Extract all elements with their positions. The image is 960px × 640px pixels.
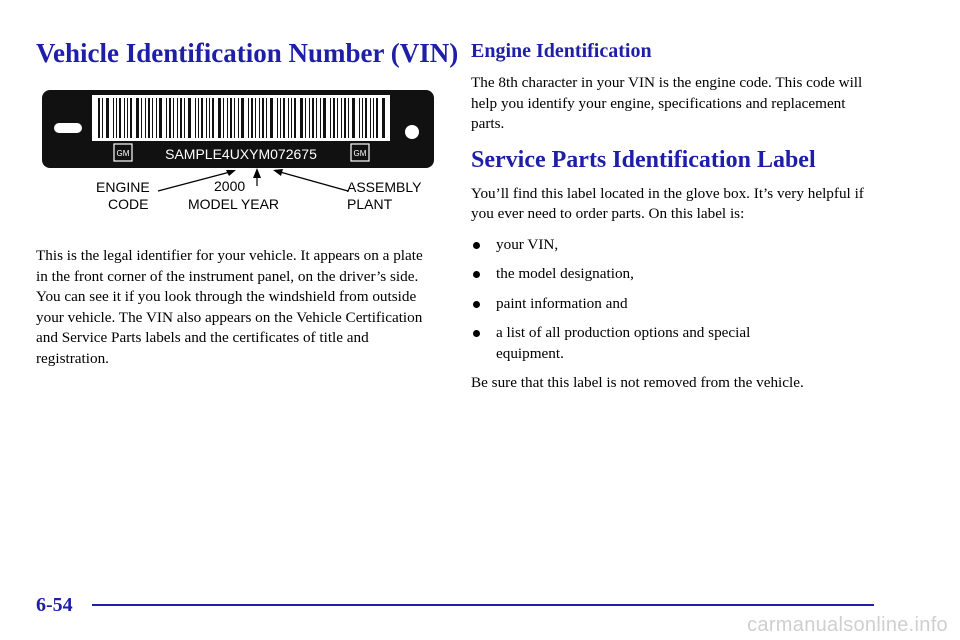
barcode-bar [201,98,203,138]
watermark: carmanualsonline.info [747,614,948,636]
barcode-bar [188,98,191,138]
barcode-bar [159,98,162,138]
barcode-bar [241,98,244,138]
barcode-bar [262,98,264,138]
label-engine-code: CODE [108,196,149,212]
barcode-bar [195,98,196,138]
barcode-icon [98,98,385,138]
barcode-bar [234,98,235,138]
service-parts-heading: Service Parts Identification Label [471,146,816,173]
barcode-bar [348,98,349,138]
barcode-bar [294,98,296,138]
bullet-icon [473,330,480,337]
barcode-bar [102,98,103,138]
bullet-icon [473,271,480,278]
barcode-bar [309,98,310,138]
barcode-bar [145,98,146,138]
bullet-icon [473,301,480,308]
barcode-bar [106,98,109,138]
barcode-bar [184,98,185,138]
barcode-bar [198,98,199,138]
barcode-bar [362,98,363,138]
list-item-text: the model designation, [496,265,634,282]
barcode-bar [166,98,167,138]
vin-plate-illustration [40,88,436,218]
barcode-bar [248,98,249,138]
barcode-bar [333,98,335,138]
barcode-bar [320,98,321,138]
barcode-bar [227,98,228,138]
barcode-bar [373,98,374,138]
barcode-bar [130,98,132,138]
label-assembly: ASSEMBLY [347,179,422,195]
barcode-bar [206,98,207,138]
barcode-bar [288,98,289,138]
barcode-bar [330,98,331,138]
barcode-bar [136,98,139,138]
list-item [471,294,871,315]
barcode-bar [223,98,224,138]
label-year: 2000 [214,178,246,194]
plate-hole-right [405,125,419,139]
gm-logo-right-text: GM [353,149,367,158]
plant-arrowhead [273,169,283,176]
service-parts-closing: Be sure that this label is not removed from the vehicle. [471,374,804,391]
vin-sample-text: SAMPLE4UXYM072675 [165,146,317,162]
barcode-bar [283,98,285,138]
label-model-year: MODEL YEAR [188,196,280,212]
barcode-bar [352,98,355,138]
barcode-bar [382,98,385,138]
label-engine: ENGINE [96,179,150,195]
barcode-bar [127,98,128,138]
barcode-bar [270,98,273,138]
barcode-bar [212,98,214,138]
barcode-bar [148,98,150,138]
barcode-bar [365,98,367,138]
barcode-bar [116,98,117,138]
barcode-bar [141,98,142,138]
barcode-bar [209,98,210,138]
year-arrowhead [253,168,261,178]
list-item [471,323,871,364]
barcode-bar [173,98,174,138]
service-parts-list [471,235,871,365]
section-title-vin: Vehicle Identification Number (VIN) [36,38,459,68]
barcode-bar [156,98,157,138]
barcode-bar [251,98,253,138]
barcode-bar [305,98,306,138]
vin-description-paragraph: This is the legal identifier for your vehicle. It appears on a plate in the front corner of the instrument panel, on the driver’s side. You can see it if you look through the windshield from outside your vehicle. The VIN also appears on the Vehicle Certification and Service Parts labels and the certificates of title and registration. [36,247,423,367]
barcode-bar [98,98,100,138]
plant-leader-line [280,172,348,191]
page-number: 6-54 [36,594,73,616]
list-item [471,264,871,285]
barcode-bar [316,98,317,138]
list-item-text: your VIN, [496,235,559,253]
barcode-bar [259,98,260,138]
barcode-bar [300,98,303,138]
barcode-bar [277,98,278,138]
right-column [471,40,871,394]
engine-arrowhead [226,170,236,176]
plate-slot-left [54,123,82,133]
barcode-bar [312,98,314,138]
engine-identification-heading: Engine Identification [471,40,652,62]
barcode-bar [113,98,114,138]
list-item [471,235,871,256]
barcode-bar [344,98,346,138]
barcode-bar [119,98,121,138]
barcode-bar [255,98,256,138]
barcode-bar [177,98,178,138]
list-item-text: a list of all production options and special equipment. [496,324,751,362]
label-plant: PLANT [347,196,393,212]
barcode-bar [323,98,326,138]
barcode-bar [230,98,232,138]
barcode-bar [341,98,342,138]
footer-rule [92,604,874,606]
barcode-bar [376,98,378,138]
barcode-bar [359,98,360,138]
barcode-bar [238,98,239,138]
engine-identification-paragraph: The 8th character in your VIN is the engine code. This code will help you identify your engine, specifications and replacement parts. [471,74,863,132]
barcode-bar [180,98,182,138]
service-parts-intro: You’ll find this label located in the glove box. It’s very helpful if you ever need to order parts. On this label is: [471,184,864,222]
barcode-bar [266,98,267,138]
barcode-bar [280,98,281,138]
gm-logo-left-text: GM [116,149,130,158]
barcode-bar [218,98,221,138]
list-item-text: paint information and [496,294,628,312]
barcode-bar [291,98,292,138]
bullet-icon [473,242,480,249]
barcode-bar [124,98,125,138]
barcode-bar [152,98,153,138]
barcode-bar [169,98,171,138]
barcode-bar [370,98,371,138]
barcode-bar [337,98,338,138]
